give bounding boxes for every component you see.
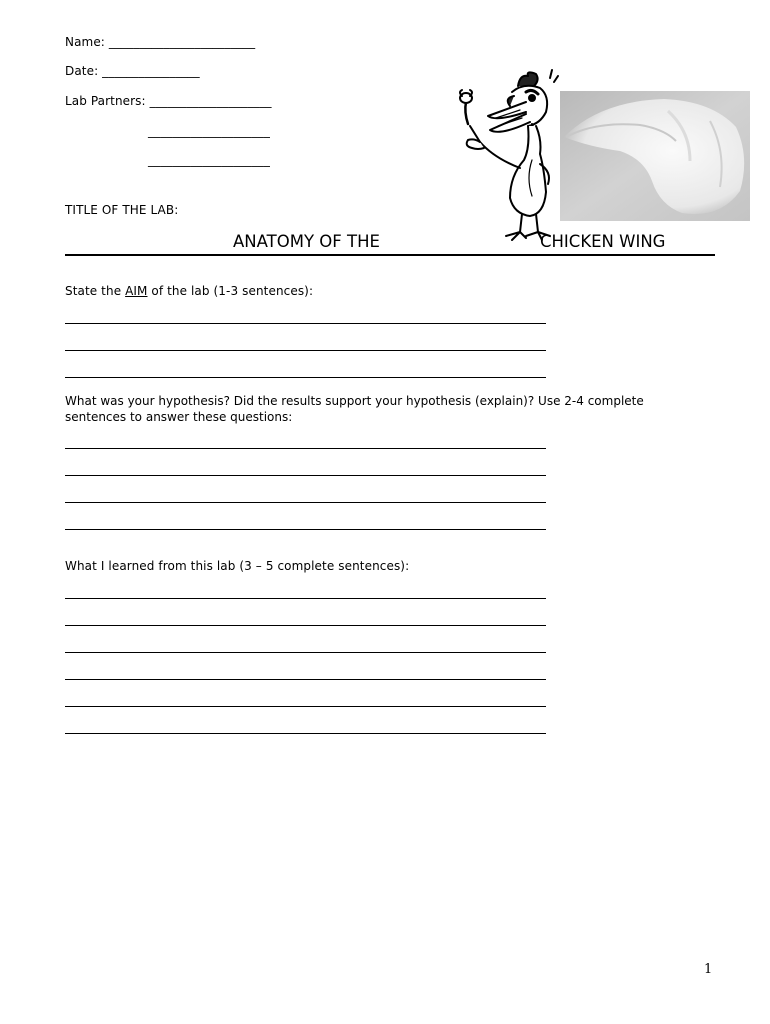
lab-partner-line-3[interactable]: ____________________ bbox=[148, 153, 270, 167]
title-underline bbox=[65, 254, 715, 256]
name-field[interactable]: Name: ________________________ bbox=[65, 35, 256, 49]
lab-partners-field[interactable]: Lab Partners: ____________________ bbox=[65, 94, 272, 108]
cartoon-chicken-illustration bbox=[440, 68, 560, 242]
answer-line[interactable] bbox=[65, 733, 546, 734]
date-field[interactable]: Date: ________________ bbox=[65, 64, 200, 78]
answer-line[interactable] bbox=[65, 377, 546, 378]
answer-line[interactable] bbox=[65, 448, 546, 449]
answer-line[interactable] bbox=[65, 625, 546, 626]
hypothesis-question: What was your hypothesis? Did the results support your hypothesis (explain)? Use 2-4 complete sentences to answer these questions: bbox=[65, 394, 644, 424]
answer-line[interactable] bbox=[65, 350, 546, 351]
answer-line[interactable] bbox=[65, 706, 546, 707]
page-number: 1 bbox=[704, 962, 713, 977]
chicken-wing-photo bbox=[560, 91, 750, 221]
answer-line[interactable] bbox=[65, 652, 546, 653]
answer-line[interactable] bbox=[65, 323, 546, 324]
learned-question: What I learned from this lab (3 – 5 complete sentences): bbox=[65, 559, 410, 573]
answer-line[interactable] bbox=[65, 475, 546, 476]
lab-title-part1: ANATOMY OF THE bbox=[233, 232, 380, 251]
aim-question: State the AIM of the lab (1-3 sentences): bbox=[65, 284, 314, 298]
title-label: TITLE OF THE LAB: bbox=[65, 203, 179, 217]
answer-line[interactable] bbox=[65, 529, 546, 530]
answer-line[interactable] bbox=[65, 502, 546, 503]
answer-line[interactable] bbox=[65, 679, 546, 680]
lab-partner-line-2[interactable]: ____________________ bbox=[148, 124, 270, 138]
lab-title-part2: CHICKEN WING bbox=[540, 232, 666, 251]
answer-line[interactable] bbox=[65, 598, 546, 599]
